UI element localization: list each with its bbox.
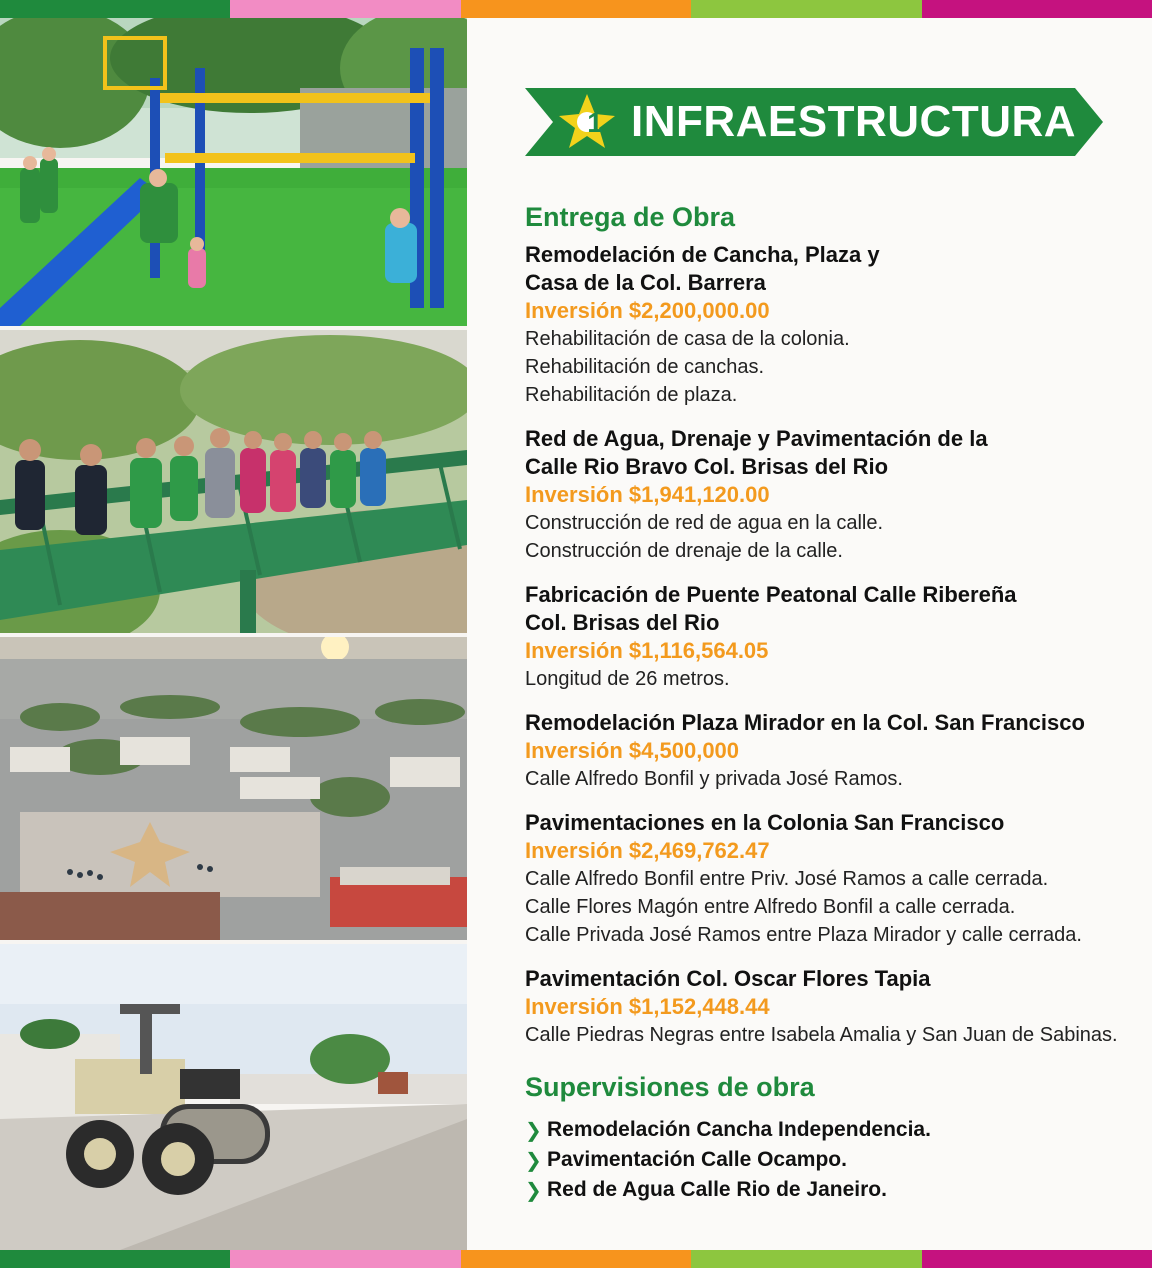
stripe-magenta bbox=[922, 1250, 1152, 1268]
project-item bbox=[525, 581, 1145, 693]
project-title: Remodelación de Cancha, Plaza y bbox=[525, 242, 880, 267]
project-title: Calle Rio Bravo Col. Brisas del Rio bbox=[525, 454, 889, 479]
project-title: Pavimentación Col. Oscar Flores Tapia bbox=[525, 966, 931, 991]
project-investment: Inversión $1,116,564.05 bbox=[525, 638, 769, 663]
stripe-green bbox=[0, 1250, 230, 1268]
project-detail: Rehabilitación de plaza. bbox=[525, 384, 738, 406]
project-title: Red de Agua, Drenaje y Pavimentación de la bbox=[525, 426, 988, 451]
project-title: Pavimentaciones en la Colonia San Francisco bbox=[525, 810, 1005, 835]
stripe-lime bbox=[691, 1250, 921, 1268]
project-item bbox=[525, 709, 1145, 793]
project-item bbox=[525, 241, 1145, 409]
project-title: Col. Brisas del Rio bbox=[525, 610, 720, 635]
list-item bbox=[525, 1175, 1145, 1205]
top-color-stripe bbox=[0, 0, 1152, 18]
photo-road-roller bbox=[0, 944, 467, 1250]
stripe-orange bbox=[461, 0, 691, 18]
project-detail: Calle Flores Magón entre Alfredo Bonfil a calle cerrada. bbox=[525, 896, 1016, 918]
project-title: Remodelación Plaza Mirador en la Col. San Francisco bbox=[525, 710, 1085, 735]
entrega-title: Entrega de Obra bbox=[525, 202, 736, 232]
stripe-pink bbox=[230, 1250, 460, 1268]
supervision-list bbox=[525, 1115, 1145, 1205]
project-detail: Calle Piedras Negras entre Isabela Amalia y San Juan de Sabinas. bbox=[525, 1024, 1118, 1046]
photo-column bbox=[0, 18, 467, 1250]
project-investment: Inversión $1,152,448.44 bbox=[525, 994, 770, 1019]
project-detail: Calle Privada José Ramos entre Plaza Mirador y calle cerrada. bbox=[525, 924, 1082, 946]
chevron-right-icon: ❯ bbox=[525, 1149, 542, 1172]
banner-title: INFRAESTRUCTURA bbox=[631, 97, 1077, 146]
list-item bbox=[525, 1115, 1145, 1145]
project-detail: Calle Alfredo Bonfil entre Priv. José Ramos a calle cerrada. bbox=[525, 868, 1049, 890]
chevron-right-icon: ❯ bbox=[525, 1119, 542, 1142]
project-detail: Rehabilitación de canchas. bbox=[525, 356, 765, 378]
stripe-orange bbox=[461, 1250, 691, 1268]
project-item bbox=[525, 809, 1145, 949]
list-item bbox=[525, 1145, 1145, 1175]
stripe-pink bbox=[230, 0, 460, 18]
stripe-magenta bbox=[922, 0, 1152, 18]
project-detail: Calle Alfredo Bonfil y privada José Ramos. bbox=[525, 768, 903, 790]
chevron-right-icon: ❯ bbox=[525, 1179, 542, 1202]
supervision-item-text: Red de Agua Calle Rio de Janeiro. bbox=[547, 1178, 887, 1201]
project-investment: Inversión $1,941,120.00 bbox=[525, 482, 770, 507]
banner-number: 1 bbox=[587, 107, 603, 138]
section-banner bbox=[525, 88, 1105, 156]
project-detail: Longitud de 26 metros. bbox=[525, 668, 730, 690]
project-title: Casa de la Col. Barrera bbox=[525, 270, 766, 295]
project-item bbox=[525, 425, 1145, 565]
supervision-item-text: Remodelación Cancha Independencia. bbox=[547, 1118, 931, 1141]
project-item bbox=[525, 965, 1145, 1049]
stripe-lime bbox=[691, 0, 921, 18]
bottom-color-stripe bbox=[0, 1250, 1152, 1268]
stripe-green bbox=[0, 0, 230, 18]
supervision-title: Supervisiones de obra bbox=[525, 1072, 815, 1102]
project-detail: Rehabilitación de casa de la colonia. bbox=[525, 328, 850, 350]
project-investment: Inversión $2,469,762.47 bbox=[525, 838, 770, 863]
photo-playground bbox=[0, 18, 467, 326]
photo-aerial-plaza bbox=[0, 637, 467, 940]
project-investment: Inversión $4,500,000 bbox=[525, 738, 740, 763]
supervision-item-text: Pavimentación Calle Ocampo. bbox=[547, 1148, 847, 1171]
project-title: Fabricación de Puente Peatonal Calle Ribereña bbox=[525, 582, 1017, 607]
project-detail: Construcción de drenaje de la calle. bbox=[525, 540, 843, 562]
content-panel bbox=[467, 18, 1152, 1250]
project-detail: Construcción de red de agua en la calle. bbox=[525, 512, 884, 534]
project-investment: Inversión $2,200,000.00 bbox=[525, 298, 770, 323]
photo-bridge-group bbox=[0, 330, 467, 633]
